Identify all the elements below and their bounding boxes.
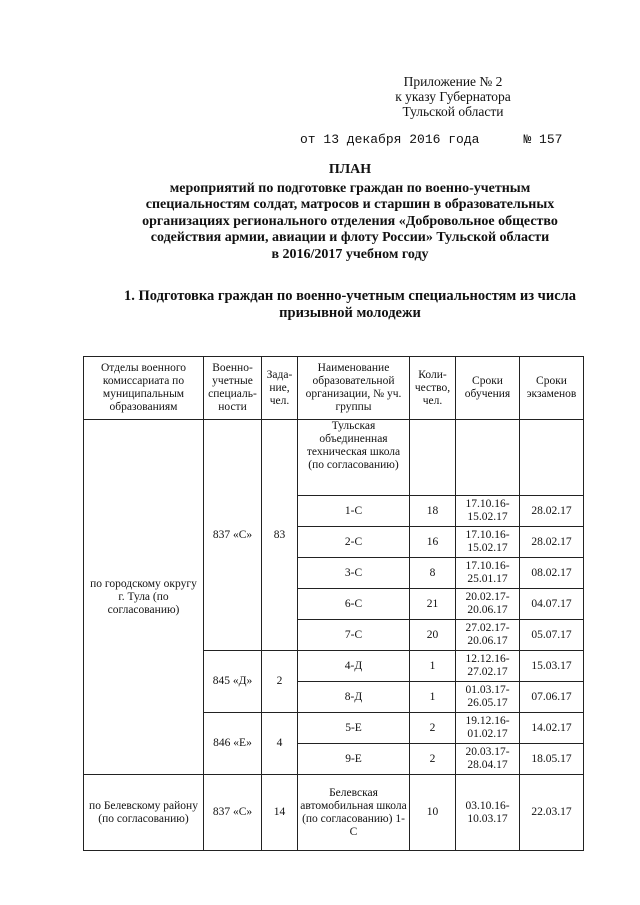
group-cell: 5-Е: [298, 713, 410, 744]
title-line-4: содействия армии, авиации и флоту России» Тульской области: [150, 230, 550, 245]
tula-task-846: 4: [262, 713, 298, 775]
count-cell: 8: [410, 558, 456, 589]
period-cell: 20.02.17-20.06.17: [456, 589, 520, 620]
plan-table: [83, 356, 584, 851]
tula-school: Тульская объединенная техническая школа (по согласованию): [298, 420, 410, 496]
period-cell: 27.02.17-20.06.17: [456, 620, 520, 651]
header-task: Зада-ние, чел.: [262, 357, 298, 420]
belev-exam: 22.03.17: [520, 775, 584, 851]
table-header-row: [84, 357, 584, 420]
count-cell: 20: [410, 620, 456, 651]
period-cell: 19.12.16-01.02.17: [456, 713, 520, 744]
belev-count: 10: [410, 775, 456, 851]
title-line-3: организациях регионального отделения «Добровольное общество: [142, 213, 558, 229]
decree-number: № 157: [523, 132, 563, 147]
belev-task: 14: [262, 775, 298, 851]
count-cell: 21: [410, 589, 456, 620]
count-cell: 1: [410, 682, 456, 713]
group-cell: 4-Д: [298, 651, 410, 682]
exam-cell: 07.06.17: [520, 682, 584, 713]
group-cell: 1-С: [298, 496, 410, 527]
period-cell: 17.10.16-15.02.17: [456, 527, 520, 558]
exam-cell: 28.02.17: [520, 496, 584, 527]
table-row: [84, 420, 584, 496]
title-plan: ПЛАН: [328, 162, 372, 177]
title-line-2: специальностям солдат, матросов и старшин в образовательных: [145, 197, 555, 212]
tula-district: по городскому округу г. Тула (по согласованию): [84, 420, 204, 775]
section-line-1: 1. Подготовка граждан по военно-учетным специальностям из числа: [123, 288, 577, 304]
group-cell: 3-С: [298, 558, 410, 589]
period-cell: 01.03.17-26.05.17: [456, 682, 520, 713]
title-line-1: мероприятий по подготовке граждан по военно-учетным: [169, 180, 531, 196]
exam-cell: 05.07.17: [520, 620, 584, 651]
exam-cell: 28.02.17: [520, 527, 584, 558]
tula-spec-845: 845 «Д»: [204, 651, 262, 713]
exam-cell: 04.07.17: [520, 589, 584, 620]
period-cell: 17.10.16-15.02.17: [456, 496, 520, 527]
period-cell: 17.10.16-25.01.17: [456, 558, 520, 589]
period-cell: 12.12.16-27.02.17: [456, 651, 520, 682]
header-count: Коли-чество, чел.: [410, 357, 456, 420]
group-cell: 2-С: [298, 527, 410, 558]
group-cell: 8-Д: [298, 682, 410, 713]
exam-cell: 18.05.17: [520, 744, 584, 775]
annex-line-2: к указу Губернатора: [395, 89, 511, 104]
group-cell: 6-С: [298, 589, 410, 620]
belev-spec: 837 «С»: [204, 775, 262, 851]
count-cell: 2: [410, 713, 456, 744]
count-cell: 1: [410, 651, 456, 682]
annex-line-1: Приложение № 2: [403, 74, 503, 89]
tula-task-837: 83: [262, 420, 298, 651]
count-cell: 16: [410, 527, 456, 558]
count-cell: 2: [410, 744, 456, 775]
header-district: Отделы военного комиссариата по муниципальным образованиям: [84, 357, 204, 420]
section-line-2: призывной молодежи: [279, 305, 421, 321]
header-specialty: Военно-учетные специаль-ности: [204, 357, 262, 420]
decree-date: от 13 декабря 2016 года: [300, 132, 480, 147]
header-exam: Сроки экзаменов: [520, 357, 584, 420]
exam-cell: 15.03.17: [520, 651, 584, 682]
header-organization: Наименование образовательной организации, № уч. группы: [298, 357, 410, 420]
section-heading: [70, 288, 630, 322]
header-period: Сроки обучения: [456, 357, 520, 420]
annex-block: [378, 74, 528, 119]
period-cell: 20.03.17-28.04.17: [456, 744, 520, 775]
belev-period: 03.10.16-10.03.17: [456, 775, 520, 851]
group-cell: 9-Е: [298, 744, 410, 775]
table-row: [84, 775, 584, 851]
group-cell: 7-С: [298, 620, 410, 651]
belev-district: по Белевскому району (по согласованию): [84, 775, 204, 851]
belev-school: Белевская автомобильная школа (по согласованию) 1-С: [298, 775, 410, 851]
decree-dateline: [300, 132, 562, 147]
document-title: [70, 162, 630, 263]
exam-cell: 14.02.17: [520, 713, 584, 744]
tula-spec-846: 846 «Е»: [204, 713, 262, 775]
count-cell: 18: [410, 496, 456, 527]
tula-spec-837: 837 «С»: [204, 420, 262, 651]
annex-line-3: Тульской области: [402, 104, 504, 119]
title-line-5: в 2016/2017 учебном году: [271, 246, 429, 262]
tula-task-845: 2: [262, 651, 298, 713]
exam-cell: 08.02.17: [520, 558, 584, 589]
